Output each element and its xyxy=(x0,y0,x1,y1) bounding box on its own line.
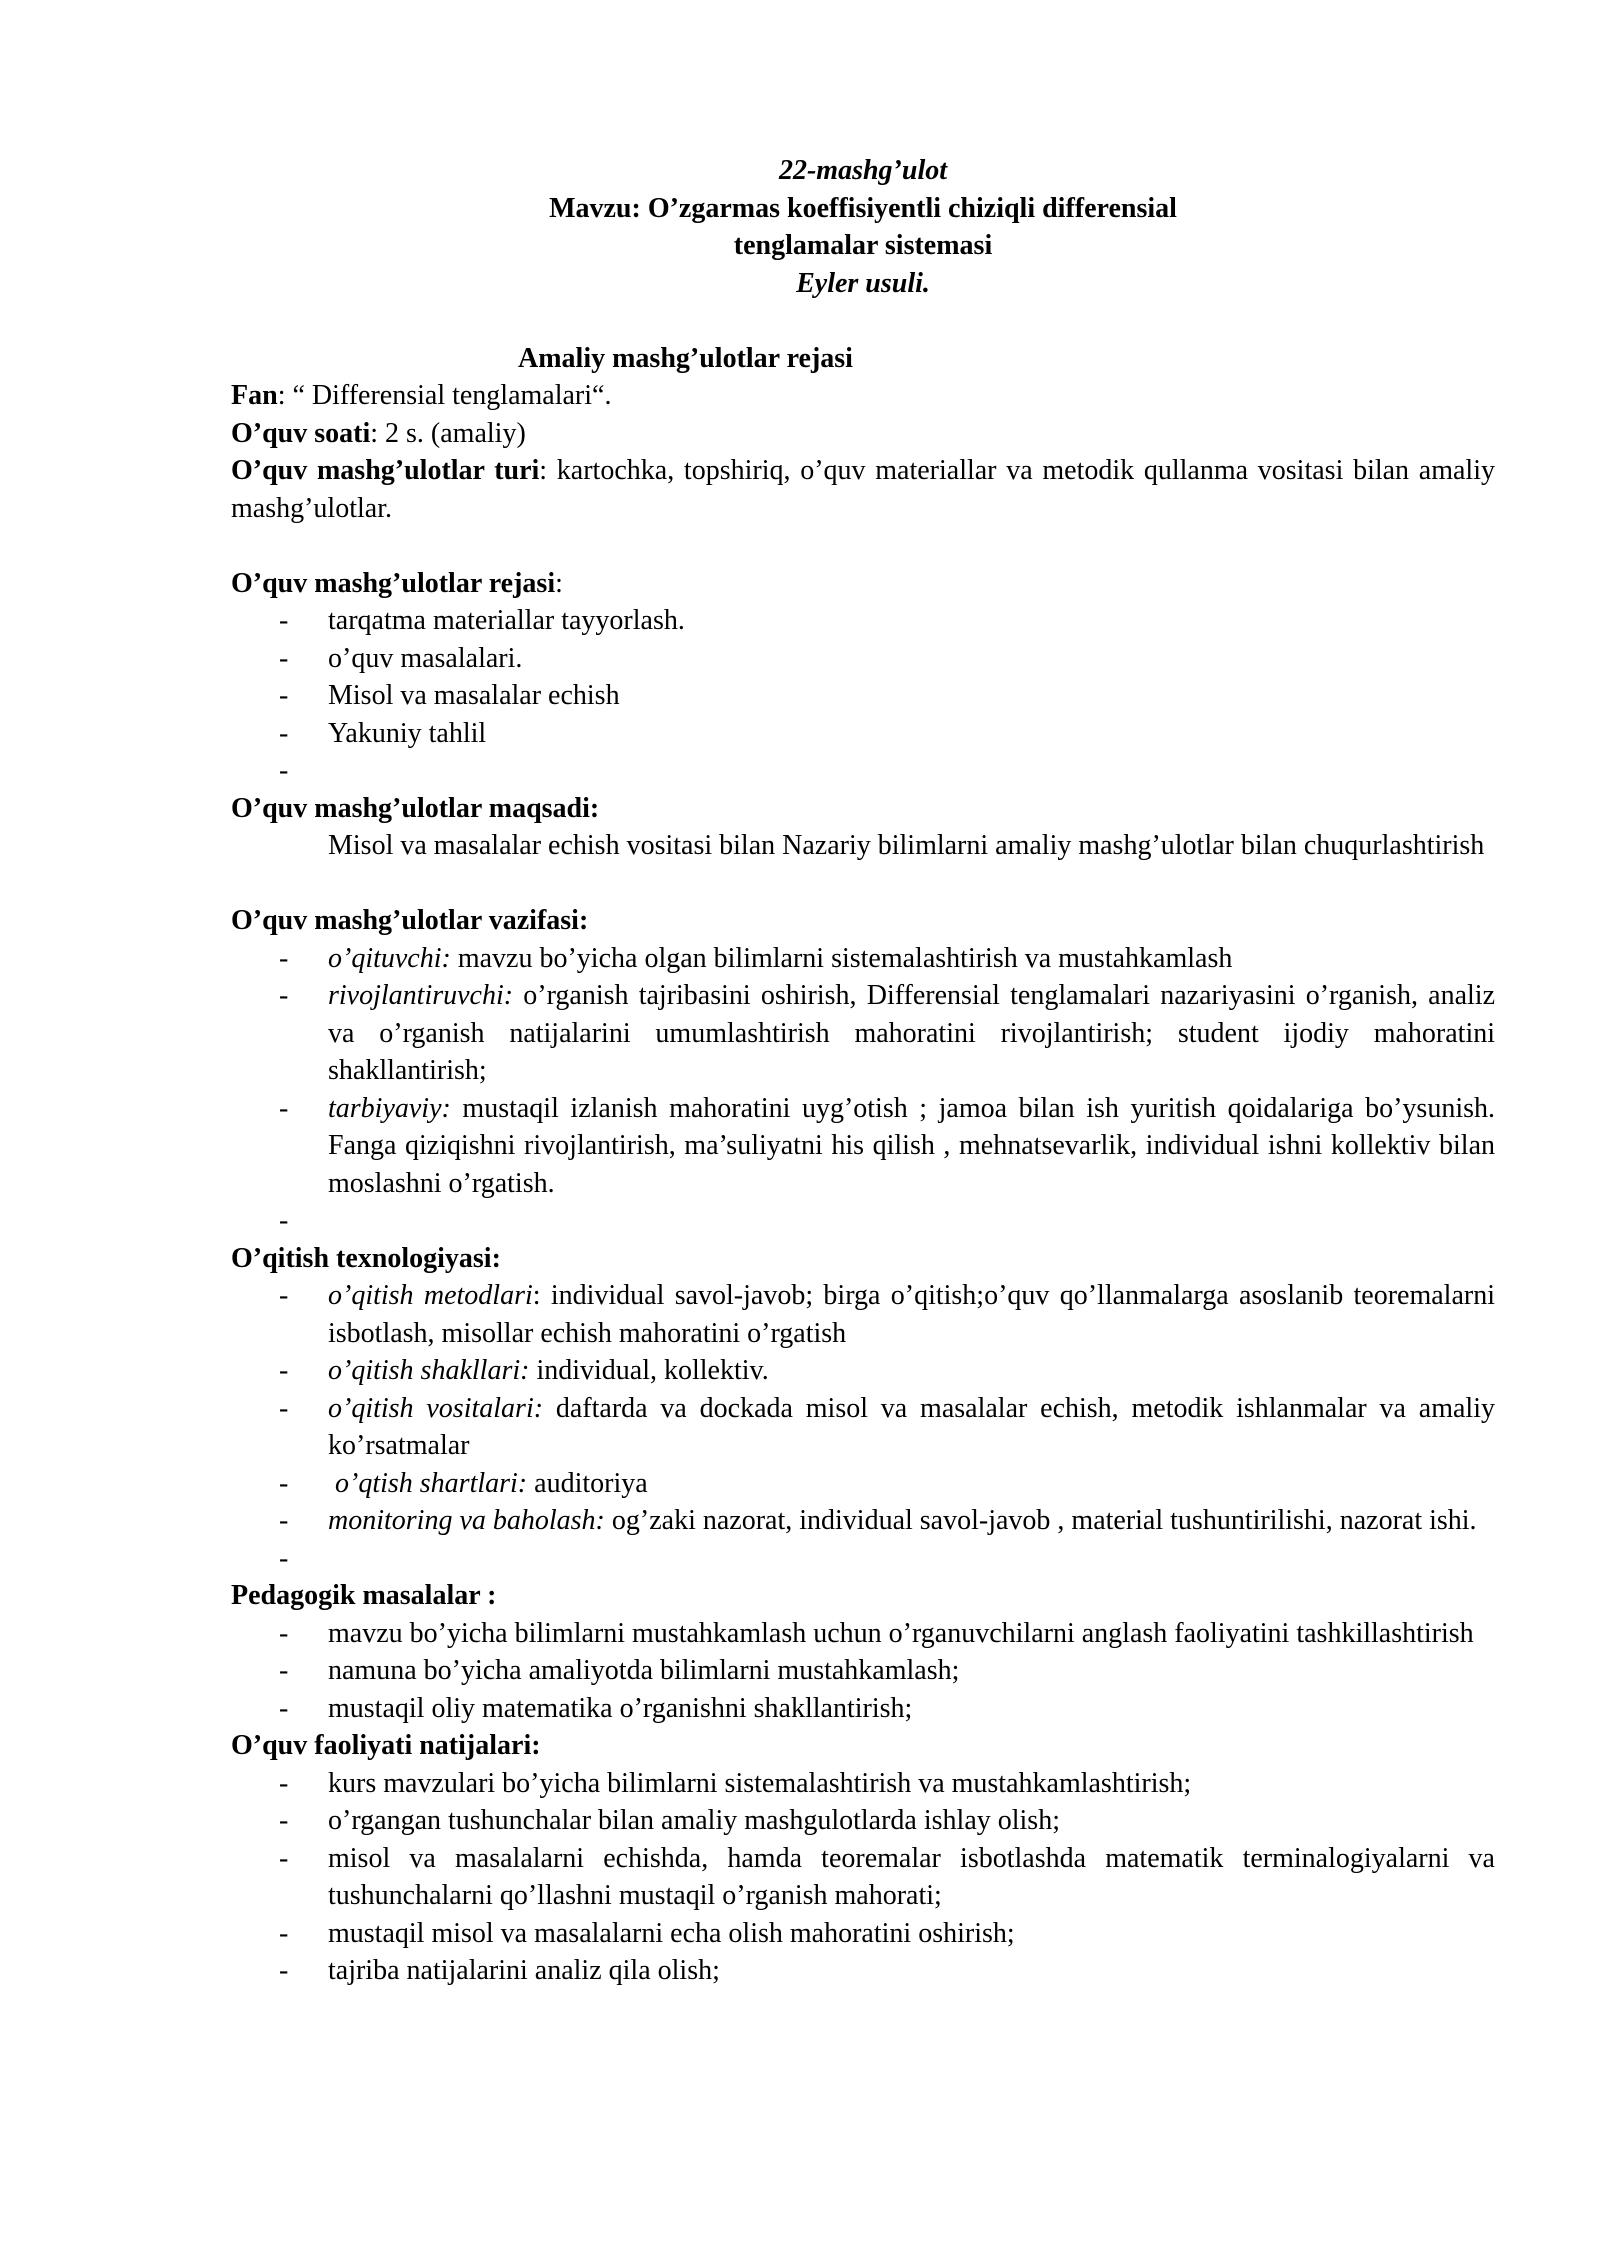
list-item-text: misol va masalalarni echishda, hamda teoremalar isbotlashda matematik terminalogiyalarni va tushunchalarni qo’llashni mustaqil o’rganish mahorati; xyxy=(328,1842,1495,1911)
list-item: - monitoring va baholash: og’zaki nazorat, individual savol-javob , material tushuntirilishi, nazorat ishi. xyxy=(279,1505,1477,1536)
fan-label: Fan xyxy=(231,380,278,411)
goal-text: Misol va masalalar echish vositasi bilan Nazariy bilimlarni amaliy mashg’ulotlar bilan chuqurlashtirish xyxy=(328,830,1485,861)
list-item-text: mustaqil oliy matematika o’rganishni shakllantirish; xyxy=(328,1692,913,1724)
list-item-term: o’qtish shartlari: xyxy=(328,1467,528,1499)
goal-heading: O’quv mashg’ulotlar maqsadi: xyxy=(231,792,600,824)
list-item: - Misol va masalalar echish xyxy=(279,680,620,711)
types-value: : kartochka, topshiriq, o’quv materiallar va metodik qullanma vositasi bilan amaliy mashg’ulotlar. xyxy=(231,455,1495,524)
list-item: - mavzu bo’yicha bilimlarni mustahkamlash uchun o’rganuvchilarni anglash faoliyatini tashkillashtirish xyxy=(279,1617,1474,1649)
fan-value: : “ Differensial tenglamalari“. xyxy=(277,380,612,411)
plan-heading xyxy=(231,565,1495,603)
list-item: - misol va masalalarni echishda, hamda teoremalar isbotlashda matematik terminalogiyalarni va tushunchalarni qo’llashni mustaqil o’rganish mahorati; xyxy=(279,1842,1495,1911)
list-item: - o’qitish vositalari: daftarda va dockada misol va masalalar echish, metodik ishlanmalar va amaliy ko’rsatmalar xyxy=(279,1392,1495,1461)
plan-colon: : xyxy=(555,567,563,599)
list-item-text: Misol va masalalar echish xyxy=(328,680,620,711)
list-item-term: o’qitish shakllari: xyxy=(328,1355,530,1386)
plan-title: Amaliy mashg’ulotlar rejasi xyxy=(518,342,853,374)
results-heading: O’quv faoliyati natijalari: xyxy=(231,1730,541,1761)
list-item-text: og’zaki nazorat, individual savol-javob , material tushuntirilishi, nazorat ishi. xyxy=(604,1505,1477,1536)
list-item-term: o’qituvchi: xyxy=(328,942,451,974)
fan-line xyxy=(231,377,1495,415)
list-item-text: o’quv masalalari. xyxy=(328,642,523,674)
document-content xyxy=(231,152,1495,1990)
plan-list xyxy=(231,602,1495,790)
list-item-term: monitoring va baholash: xyxy=(328,1505,605,1536)
tasks-list xyxy=(231,940,1495,1240)
list-item: - o’qitish metodlari: individual savol-javob; birga o’qitish;o’quv qo’llanmalarga asoslanib teoremalarni isbotlash, misollar echish mahoratini o’rgatish xyxy=(279,1280,1495,1349)
list-item-term: tarbiyaviy: xyxy=(328,1092,451,1124)
list-item: - Yakuniy tahlil xyxy=(279,717,487,749)
list-item-text: o’rganish tajribasini oshirish, Differensial tenglamalari nazariyasini o’rganish, analiz va o’rganish natijalarini umumlashtirish mahoratini rivojlantirish; student ijodiy mahoratini shakllantirish; xyxy=(328,980,1495,1086)
method-title: Eyler usuli. xyxy=(796,267,930,299)
list-item: - xyxy=(279,755,289,786)
results-list xyxy=(231,1765,1495,1990)
list-item-text: daftarda va dockada misol va masalalar echish, metodik ishlanmalar va amaliy ko’rsatmalar xyxy=(328,1392,1495,1461)
topic-line-2: tenglamalar sistemasi xyxy=(733,230,993,261)
ped-heading: Pedagogik masalalar : xyxy=(231,1580,497,1611)
list-item-text: namuna bo’yicha amaliyotda bilimlarni mustahkamlash; xyxy=(328,1655,960,1686)
spacer xyxy=(231,527,1495,565)
hours-line xyxy=(231,415,1495,453)
list-item-text: mustaqil misol va masalalarni echa olish mahoratini oshirish; xyxy=(328,1917,1015,1949)
list-item-text: mustaqil izlanish mahoratini uyg’otish ; jamoa bilan ish yuritish qoidalariga bo’ysunish. Fanga qiziqishni rivojlantirish, ma’suliyatni his qilish , mehnatsevarlik, individual ishni kollektiv bilan moslashni o’rgatish. xyxy=(328,1092,1495,1199)
list-item: - o’qtish shartlari: auditoriya xyxy=(279,1467,648,1499)
list-item: - o’qituvchi: mavzu bo’yicha olgan bilimlarni sistemalashtirish va mustahkamlash xyxy=(279,942,1233,974)
ped-list xyxy=(231,1615,1495,1728)
list-item: - tarbiyaviy: mustaqil izlanish mahoratini uyg’otish ; jamoa bilan ish yuritish qoidalariga bo’ysunish. Fanga qiziqishni rivojlantirish, ma’suliyatni his qilish , mehnatsevarlik, individual ishni kollektiv bilan moslashni o’rgatish. xyxy=(279,1092,1495,1199)
list-item-text: auditoriya xyxy=(527,1467,648,1499)
list-item: - rivojlantiruvchi: o’rganish tajribasini oshirish, Differensial tenglamalari nazariyasini o’rganish, analiz va o’rganish natijalarini umumlashtirish mahoratini rivojlantirish; student ijodiy mahoratini shakllantirish; xyxy=(279,980,1495,1086)
tasks-heading: O’quv mashg’ulotlar vazifasi: xyxy=(231,905,589,936)
hours-value: : 2 s. (amaliy) xyxy=(370,417,526,449)
list-item: - mustaqil oliy matematika o’rganishni shakllantirish; xyxy=(279,1692,913,1724)
list-item-text: kurs mavzulari bo’yicha bilimlarni sistemalashtirish va mustahkamlashtirish; xyxy=(328,1767,1192,1799)
lesson-number: 22-mashg’ulot xyxy=(778,155,948,186)
list-item-text: mavzu bo’yicha olgan bilimlarni sistemalashtirish va mustahkamlash xyxy=(450,942,1233,974)
tech-list xyxy=(231,1277,1495,1577)
tech-heading: O’qitish texnologiyasi: xyxy=(231,1242,501,1274)
list-item-text: Yakuniy tahlil xyxy=(328,717,487,749)
types-label: O’quv mashg’ulotlar turi xyxy=(231,455,540,486)
list-item: - mustaqil misol va masalalarni echa olish mahoratini oshirish; xyxy=(279,1917,1015,1949)
list-item-text: individual, kollektiv. xyxy=(529,1355,769,1386)
list-item: - o’qitish shakllari: individual, kollektiv. xyxy=(279,1355,769,1386)
list-item: - xyxy=(279,1542,289,1574)
list-item-term: rivojlantiruvchi: xyxy=(328,980,514,1011)
list-item-text: mavzu bo’yicha bilimlarni mustahkamlash uchun o’rganuvchilarni anglash faoliyatini tashkillashtirish xyxy=(328,1617,1474,1649)
list-item-text: tarqatma materiallar tayyorlash. xyxy=(328,605,685,636)
list-item: - namuna bo’yicha amaliyotda bilimlarni mustahkamlash; xyxy=(279,1655,960,1686)
list-item: - xyxy=(279,1205,289,1236)
spacer xyxy=(231,865,1495,903)
list-item-term: o’qitish metodlari xyxy=(328,1280,533,1311)
list-item-term: o’qitish vositalari: xyxy=(328,1392,544,1424)
list-item-text: tajriba natijalarini analiz qila olish; xyxy=(328,1955,720,1986)
list-item-text: : individual savol-javob; birga o’qitish;o’quv qo’llanmalarga asoslanib teoremalarni isbotlash, misollar echish mahoratini o’rgatish xyxy=(328,1280,1495,1349)
list-item: - kurs mavzulari bo’yicha bilimlarni sistemalashtirish va mustahkamlashtirish; xyxy=(279,1767,1192,1799)
list-item: - o’quv masalalari. xyxy=(279,642,523,674)
spacer xyxy=(231,302,1495,340)
types-line xyxy=(231,452,1495,527)
hours-label: O’quv soati xyxy=(231,417,371,449)
list-item: - tajriba natijalarini analiz qila olish; xyxy=(279,1955,720,1986)
list-item: - tarqatma materiallar tayyorlash. xyxy=(279,605,685,636)
list-item-text: o’rgangan tushunchalar bilan amaliy mashgulotlarda ishlay olish; xyxy=(328,1805,1060,1836)
topic-line-1: Mavzu: O’zgarmas koeffisiyentli chiziqli differensial xyxy=(549,192,1177,224)
list-item: - o’rgangan tushunchalar bilan amaliy mashgulotlarda ishlay olish; xyxy=(279,1805,1060,1836)
plan-label: O’quv mashg’ulotlar rejasi xyxy=(231,567,556,599)
